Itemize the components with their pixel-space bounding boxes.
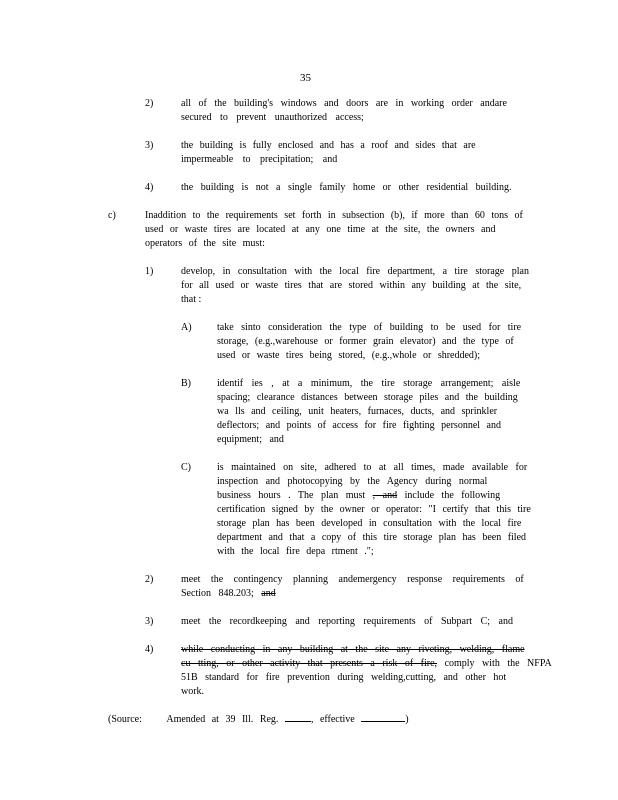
c1-label: 1) [145,266,154,277]
struck-line: while conducting in any building at the site any riveting, welding, flame [181,644,525,655]
text-line: storage, (e.g.,warehouse or former grain elevator) and the type of [217,336,514,347]
cC-label: C) [181,462,191,473]
struck-text: cu tting, or other activity that presents a risk of fire, [181,658,438,669]
text-line: all of the building's windows and doors are in working order andare [181,98,507,109]
text-line: is maintained on site, adhered to at all times, made available for [217,462,528,473]
text-line: secured to prevent unauthorized access; [181,112,364,123]
cA-label: A) [181,322,192,333]
text-line: develop, in consultation with the local fire department, a tire storage plan [181,266,529,277]
text-line: take sinto consideration the type of building to be used for tire [217,322,522,333]
source-prefix: (Source: [108,714,142,725]
text-line: certification signed by the owner or operator: "I certify that this tire [217,504,531,515]
source-amended: Amended at 39 Ill. Reg. [166,714,279,725]
text-line: operators of the site must: [145,238,265,249]
item-2-label: 2) [145,98,154,109]
source-close: ) [405,714,409,725]
text-line: the building is not a single family home or other residential building. [181,182,512,193]
text-line: storage plan has been developed in consultation with the local fire [217,518,522,529]
section-c-label: c) [108,210,116,221]
text-line [217,489,500,503]
struck-text: , and [372,490,398,501]
item-4-label: 4) [145,182,154,193]
source-note [108,711,409,727]
cB-label: B) [181,378,191,389]
text-segment: business hours . The plan must [217,490,366,501]
text-line: used or waste tires being stored, (e.g.,whole or shredded); [217,350,481,361]
text-line: Inaddition to the requirements set forth in subsection (b), if more than 60 tons of [145,210,523,221]
c4-label: 4) [145,644,154,655]
page-number: 35 [300,72,311,84]
text-line: spacing; clearance distances between storage piles and the building [217,392,518,403]
text-line: that : [181,294,202,305]
text-line: wa lls and ceiling, unit heaters, furnaces, ducts, and sprinkler [217,406,498,417]
source-comma: , [310,714,314,725]
text-line: the building is fully enclosed and has a roof and sides that are [181,140,476,151]
text-line: used or waste tires are located at any one time at the site, the owners and [145,224,496,235]
text-line [181,657,552,671]
text-line: identif ies , at a minimum, the tire storage arrangement; aisle [217,378,521,389]
item-3-label: 3) [145,140,154,151]
text-line: for all used or waste tires that are stored within any building at the site, [181,280,522,291]
c3-label: 3) [145,616,154,627]
c2-label: 2) [145,574,154,585]
text-line: deflectors; and points of access for fire fighting personnel and [217,420,501,431]
text-line: inspection and photocopying by the Agency during normal [217,476,488,487]
source-effective: effective [319,714,355,725]
text-line: equipment; and [217,434,284,445]
text-line: meet the recordkeeping and reporting requirements of Subpart C; and [181,616,513,627]
text-line: with the local fire depa rtment ."; [217,546,374,557]
text-line: work. [181,686,205,697]
struck-text: and [261,588,276,599]
text-line: department and that a copy of this tire storage plan has been filed [217,532,527,543]
text-line: 51B standard for fire prevention during welding,cutting, and other hot [181,672,507,683]
text-line [181,587,276,601]
text-line: impermeable to precipitation; and [181,154,338,165]
reg-blank [285,711,311,722]
text-segment: comply with the NFPA [444,658,552,669]
text-segment: Section 848.203; [181,588,254,599]
text-line: meet the contingency planning andemergency response requirements of [181,574,524,585]
date-blank [361,711,405,722]
text-segment: include the following [404,490,501,501]
